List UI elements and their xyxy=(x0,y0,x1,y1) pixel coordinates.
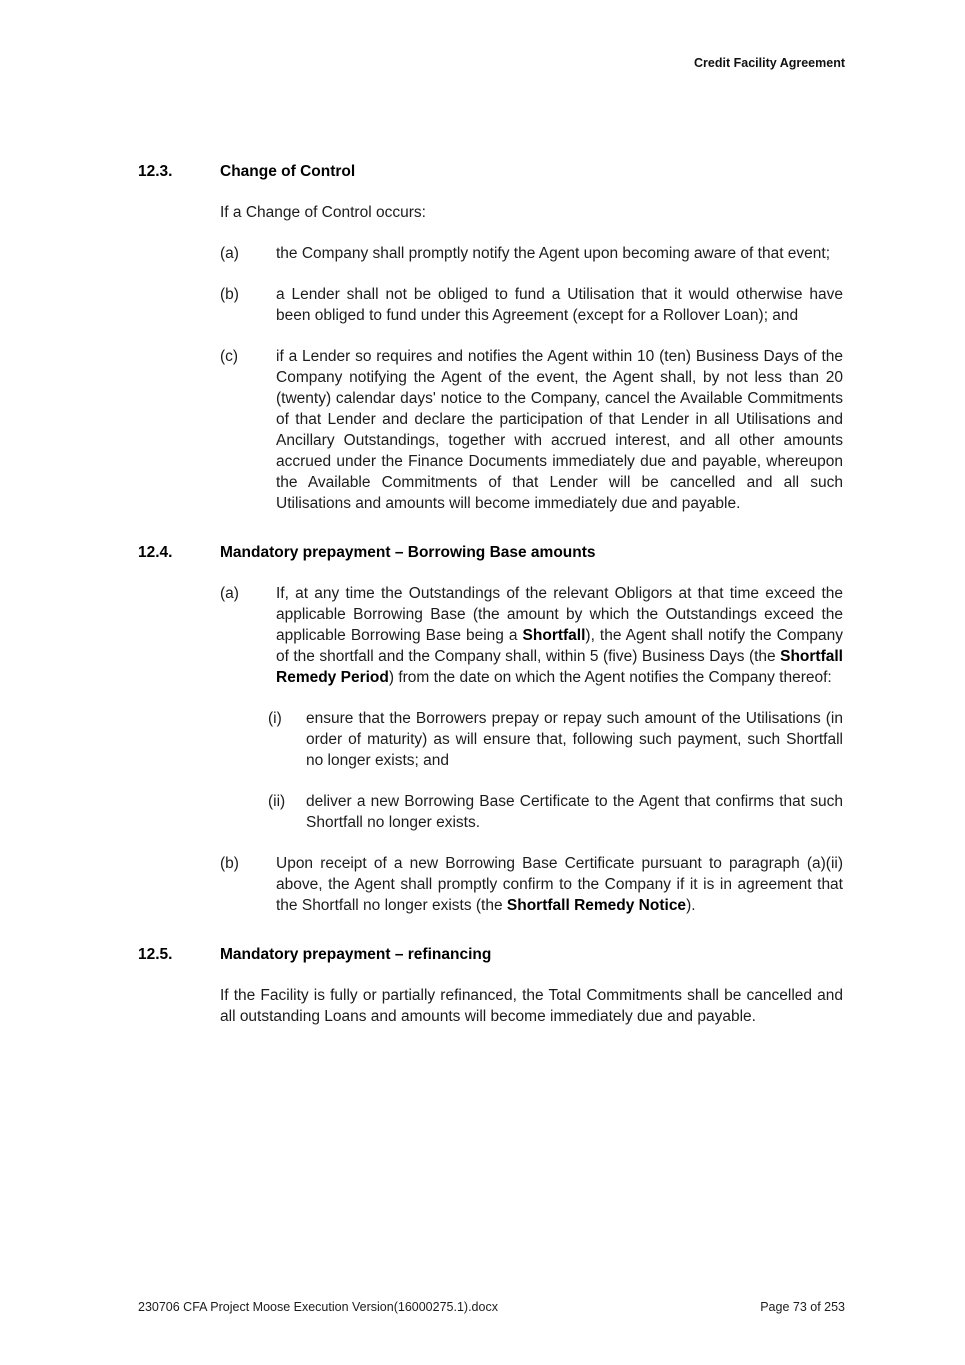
page-footer xyxy=(138,1300,845,1314)
list-item-text: Upon receipt of a new Borrowing Base Certificate pursuant to paragraph (a)(ii) above, the Agent shall promptly confirm to the Company if it is in agreement that the Shortfall no longer exists (the Shortfall Remedy Notice). xyxy=(276,855,843,914)
list-item-label: (b) xyxy=(220,286,239,303)
list-item-b xyxy=(220,284,843,326)
section-12-3 xyxy=(138,161,843,514)
list-item-label: (a) xyxy=(220,585,239,602)
list-item-text: a Lender shall not be obliged to fund a Utilisation that it would otherwise have been obliged to fund under this Agreement (except for a Rollover Loan); and xyxy=(276,286,843,324)
list-item-b xyxy=(220,853,843,916)
document-body xyxy=(138,0,843,1047)
document-header-title: Credit Facility Agreement xyxy=(694,56,845,70)
sub-list-item-label: (i) xyxy=(268,710,282,727)
list-item-label: (a) xyxy=(220,245,239,262)
section-number: 12.3. xyxy=(138,163,173,180)
section-heading xyxy=(138,542,843,563)
footer-page-number: Page 73 of 253 xyxy=(760,1300,845,1314)
sub-list-item-text: ensure that the Borrowers prepay or repay such amount of the Utilisations (in order of maturity) as will ensure that, following such payment, such Shortfall no longer exists; and xyxy=(306,710,843,769)
list-item-a xyxy=(220,243,843,264)
sub-list-item-text: deliver a new Borrowing Base Certificate to the Agent that confirms that such Shortfall no longer exists. xyxy=(306,793,843,831)
section-number: 12.5. xyxy=(138,946,173,963)
footer-filename: 230706 CFA Project Moose Execution Version(16000275.1).docx xyxy=(138,1300,498,1314)
section-content xyxy=(220,583,843,916)
section-12-5 xyxy=(138,944,843,1027)
list-item-text: the Company shall promptly notify the Agent upon becoming aware of that event; xyxy=(276,245,831,262)
sub-list-item-label: (ii) xyxy=(268,793,286,810)
body-paragraph: If the Facility is fully or partially refinanced, the Total Commitments shall be cancelled and all outstanding Loans and amounts will become immediately due and payable. xyxy=(220,987,843,1025)
sub-list-item-ii xyxy=(268,791,843,833)
section-content xyxy=(220,202,843,514)
list-item-c xyxy=(220,346,843,514)
list-item-label: (c) xyxy=(220,348,239,365)
list-item-a xyxy=(220,583,843,688)
list-item-label: (b) xyxy=(220,855,239,872)
section-number: 12.4. xyxy=(138,544,173,561)
intro-paragraph: If a Change of Control occurs: xyxy=(220,204,426,221)
sub-list-item-i xyxy=(268,708,843,771)
list-item-text: if a Lender so requires and notifies the Agent within 10 (ten) Business Days of the Company notifying the Agent of the event, the Agent shall, by not less than 20 (twenty) calendar days' notice to the Company, cancel the Available Commitments of that Lender and declare the participation of that Lender in all Utilisations and Ancillary Outstandings, together with accrued interest, and all other amounts accrued under the Finance Documents immediately due and payable, whereupon the Available Commitments of that Lender will be cancelled and all such Utilisations and amounts will become immediately due and payable. xyxy=(276,348,843,512)
section-content xyxy=(220,985,843,1027)
section-title: Mandatory prepayment – Borrowing Base amounts xyxy=(220,544,596,561)
list-item-text: If, at any time the Outstandings of the relevant Obligors at that time exceed the applicable Borrowing Base (the amount by which the Outstandings exceed the applicable Borrowing Base being a Shortfall), the Agent shall notify the Company of the shortfall and the Company shall, within 5 (five) Business Days (the Shortfall Remedy Period) from the date on which the Agent notifies the Company thereof: xyxy=(276,585,843,686)
section-title: Mandatory prepayment – refinancing xyxy=(220,946,492,963)
section-heading xyxy=(138,944,843,965)
section-heading xyxy=(138,161,843,182)
section-title: Change of Control xyxy=(220,163,356,180)
section-12-4 xyxy=(138,542,843,916)
